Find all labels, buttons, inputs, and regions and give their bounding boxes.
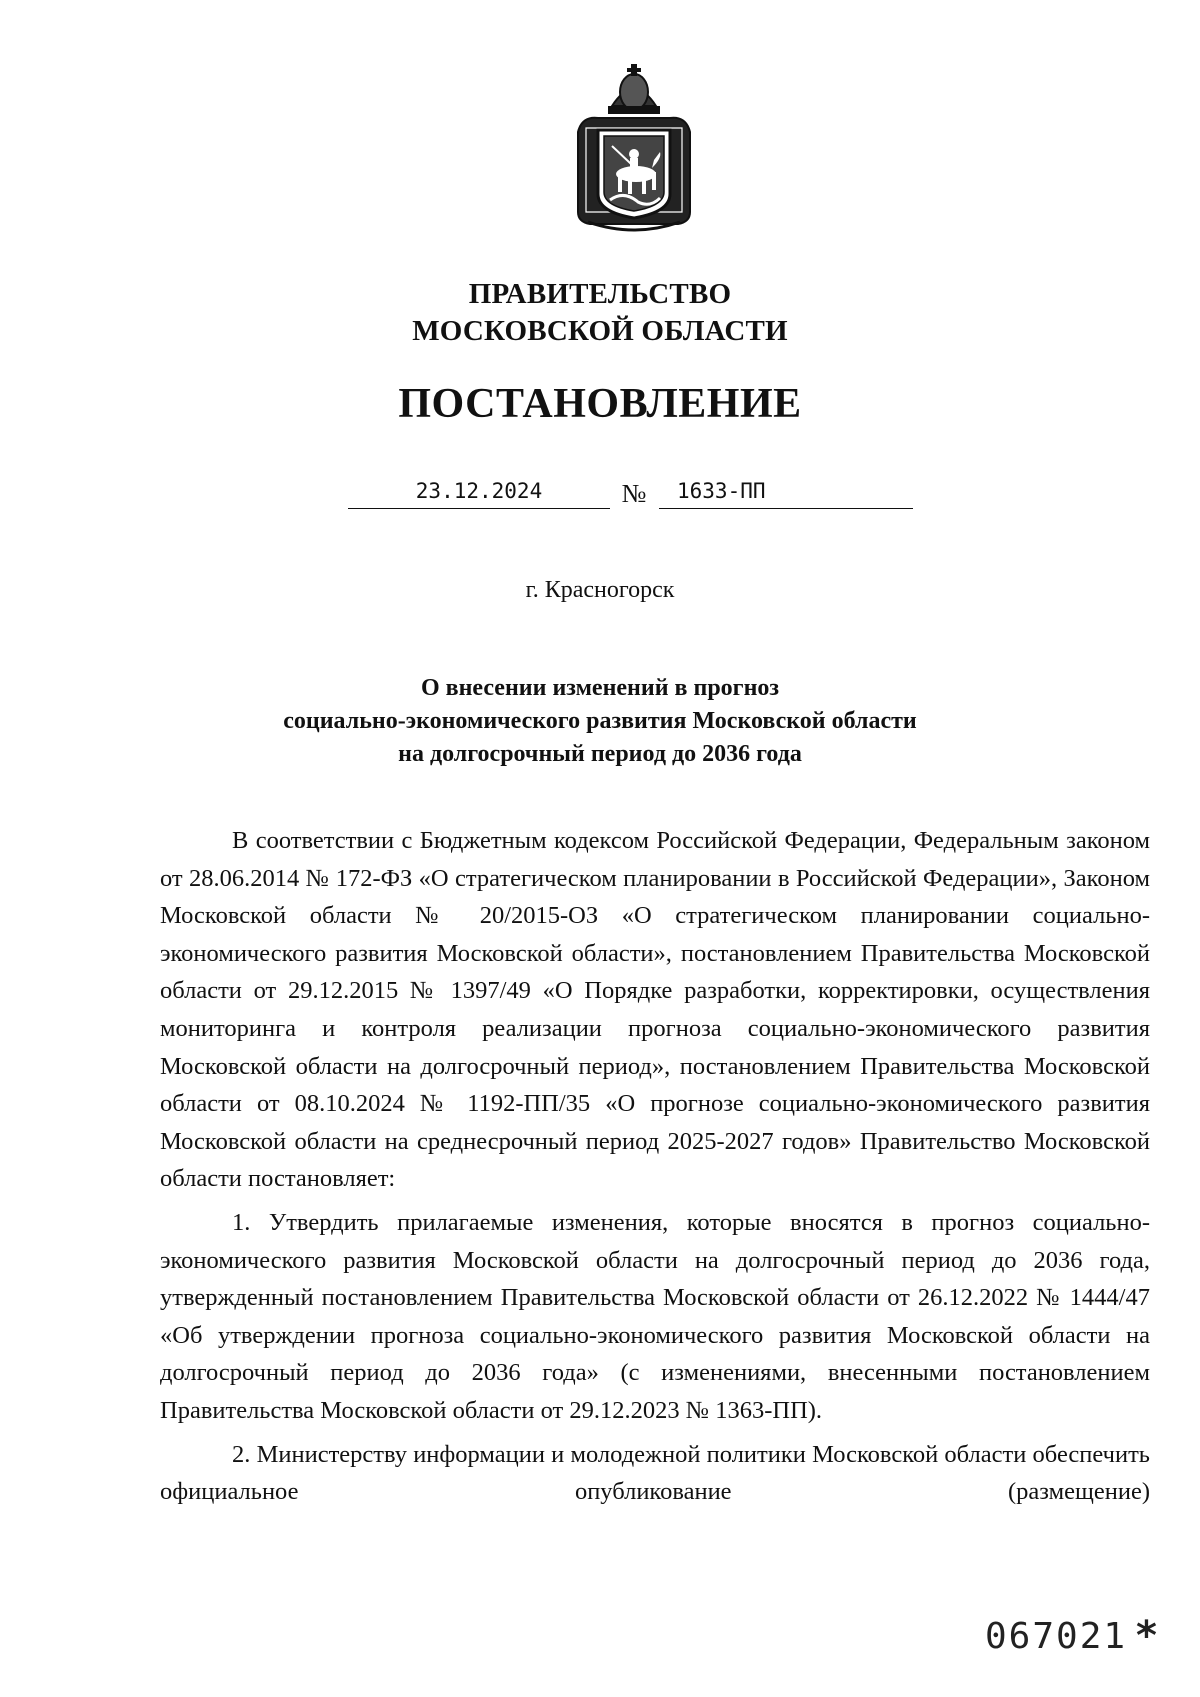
preamble-paragraph: В соответствии с Бюджетным кодексом Российской Федерации, Федеральным законом от 28.06.2014 № 172-ФЗ «О стратегическом планировании в Российской Федерации», Законом Московской области № 20/2015-ОЗ «О стратегическом планировании социально-экономического развития Московской области», постановлением Правительства Московской области от 29.12.2015 № 1397/49 «О Порядке разработки, корректировки, осуществления мониторинга и контроля реализации прогноза социально-экономического развития Московской области на долгосрочный период», постановлением Правительства Московской области от 08.10.2024 № 1192-ПП/35 «О прогнозе социально-экономического развития Московской области на среднесрочный период 2025-2027 годов» Правительство Московской области постановляет: <box>160 827 1150 1193</box>
subject-line-1: О внесении изменений в прогноз <box>420 675 780 701</box>
document-date: 23.12.2024 <box>348 474 610 509</box>
document-type-title: ПОСТАНОВЛЕНИЕ <box>398 381 802 427</box>
document-subject <box>0 672 1200 771</box>
coat-of-arms-icon <box>568 62 700 238</box>
subject-line-2: социально-экономического развития Московской области <box>283 708 917 734</box>
item-1-paragraph: 1. Утвердить прилагаемые изменения, которые вносятся в прогноз социально-экономического развития Московской области на долгосрочный период до 2036 года, утвержденный постановлением Правительства Московской области от 26.12.2022 № 1444/47 «Об утверждении прогноза социально-экономического развития Московской области на долгосрочный период до 2036 года» (с изменениями, внесенными постановлением Правительства Московской области от 29.12.2023 № 1363-ПП). <box>160 1208 1150 1424</box>
number-sign: № <box>621 479 647 508</box>
organization-name-line2: МОСКОВСКОЙ ОБЛАСТИ <box>412 315 788 347</box>
organization-name-line1: ПРАВИТЕЛЬСТВО <box>468 278 732 310</box>
item-2-paragraph: 2. Министерству информации и молодежной политики Московской области обеспечить официальное опубликование (размещение) <box>160 1440 1150 1506</box>
form-serial-number: 067021 <box>985 1616 1128 1657</box>
serial-mark-icon: * <box>1136 1613 1157 1659</box>
document-number: 1633-ПП <box>677 479 766 503</box>
subject-line-3: на долгосрочный период до 2036 года <box>398 741 802 767</box>
document-body <box>160 822 1150 1511</box>
document-number-field <box>659 474 913 509</box>
city-of-issue: г. Красногорск <box>525 577 675 603</box>
